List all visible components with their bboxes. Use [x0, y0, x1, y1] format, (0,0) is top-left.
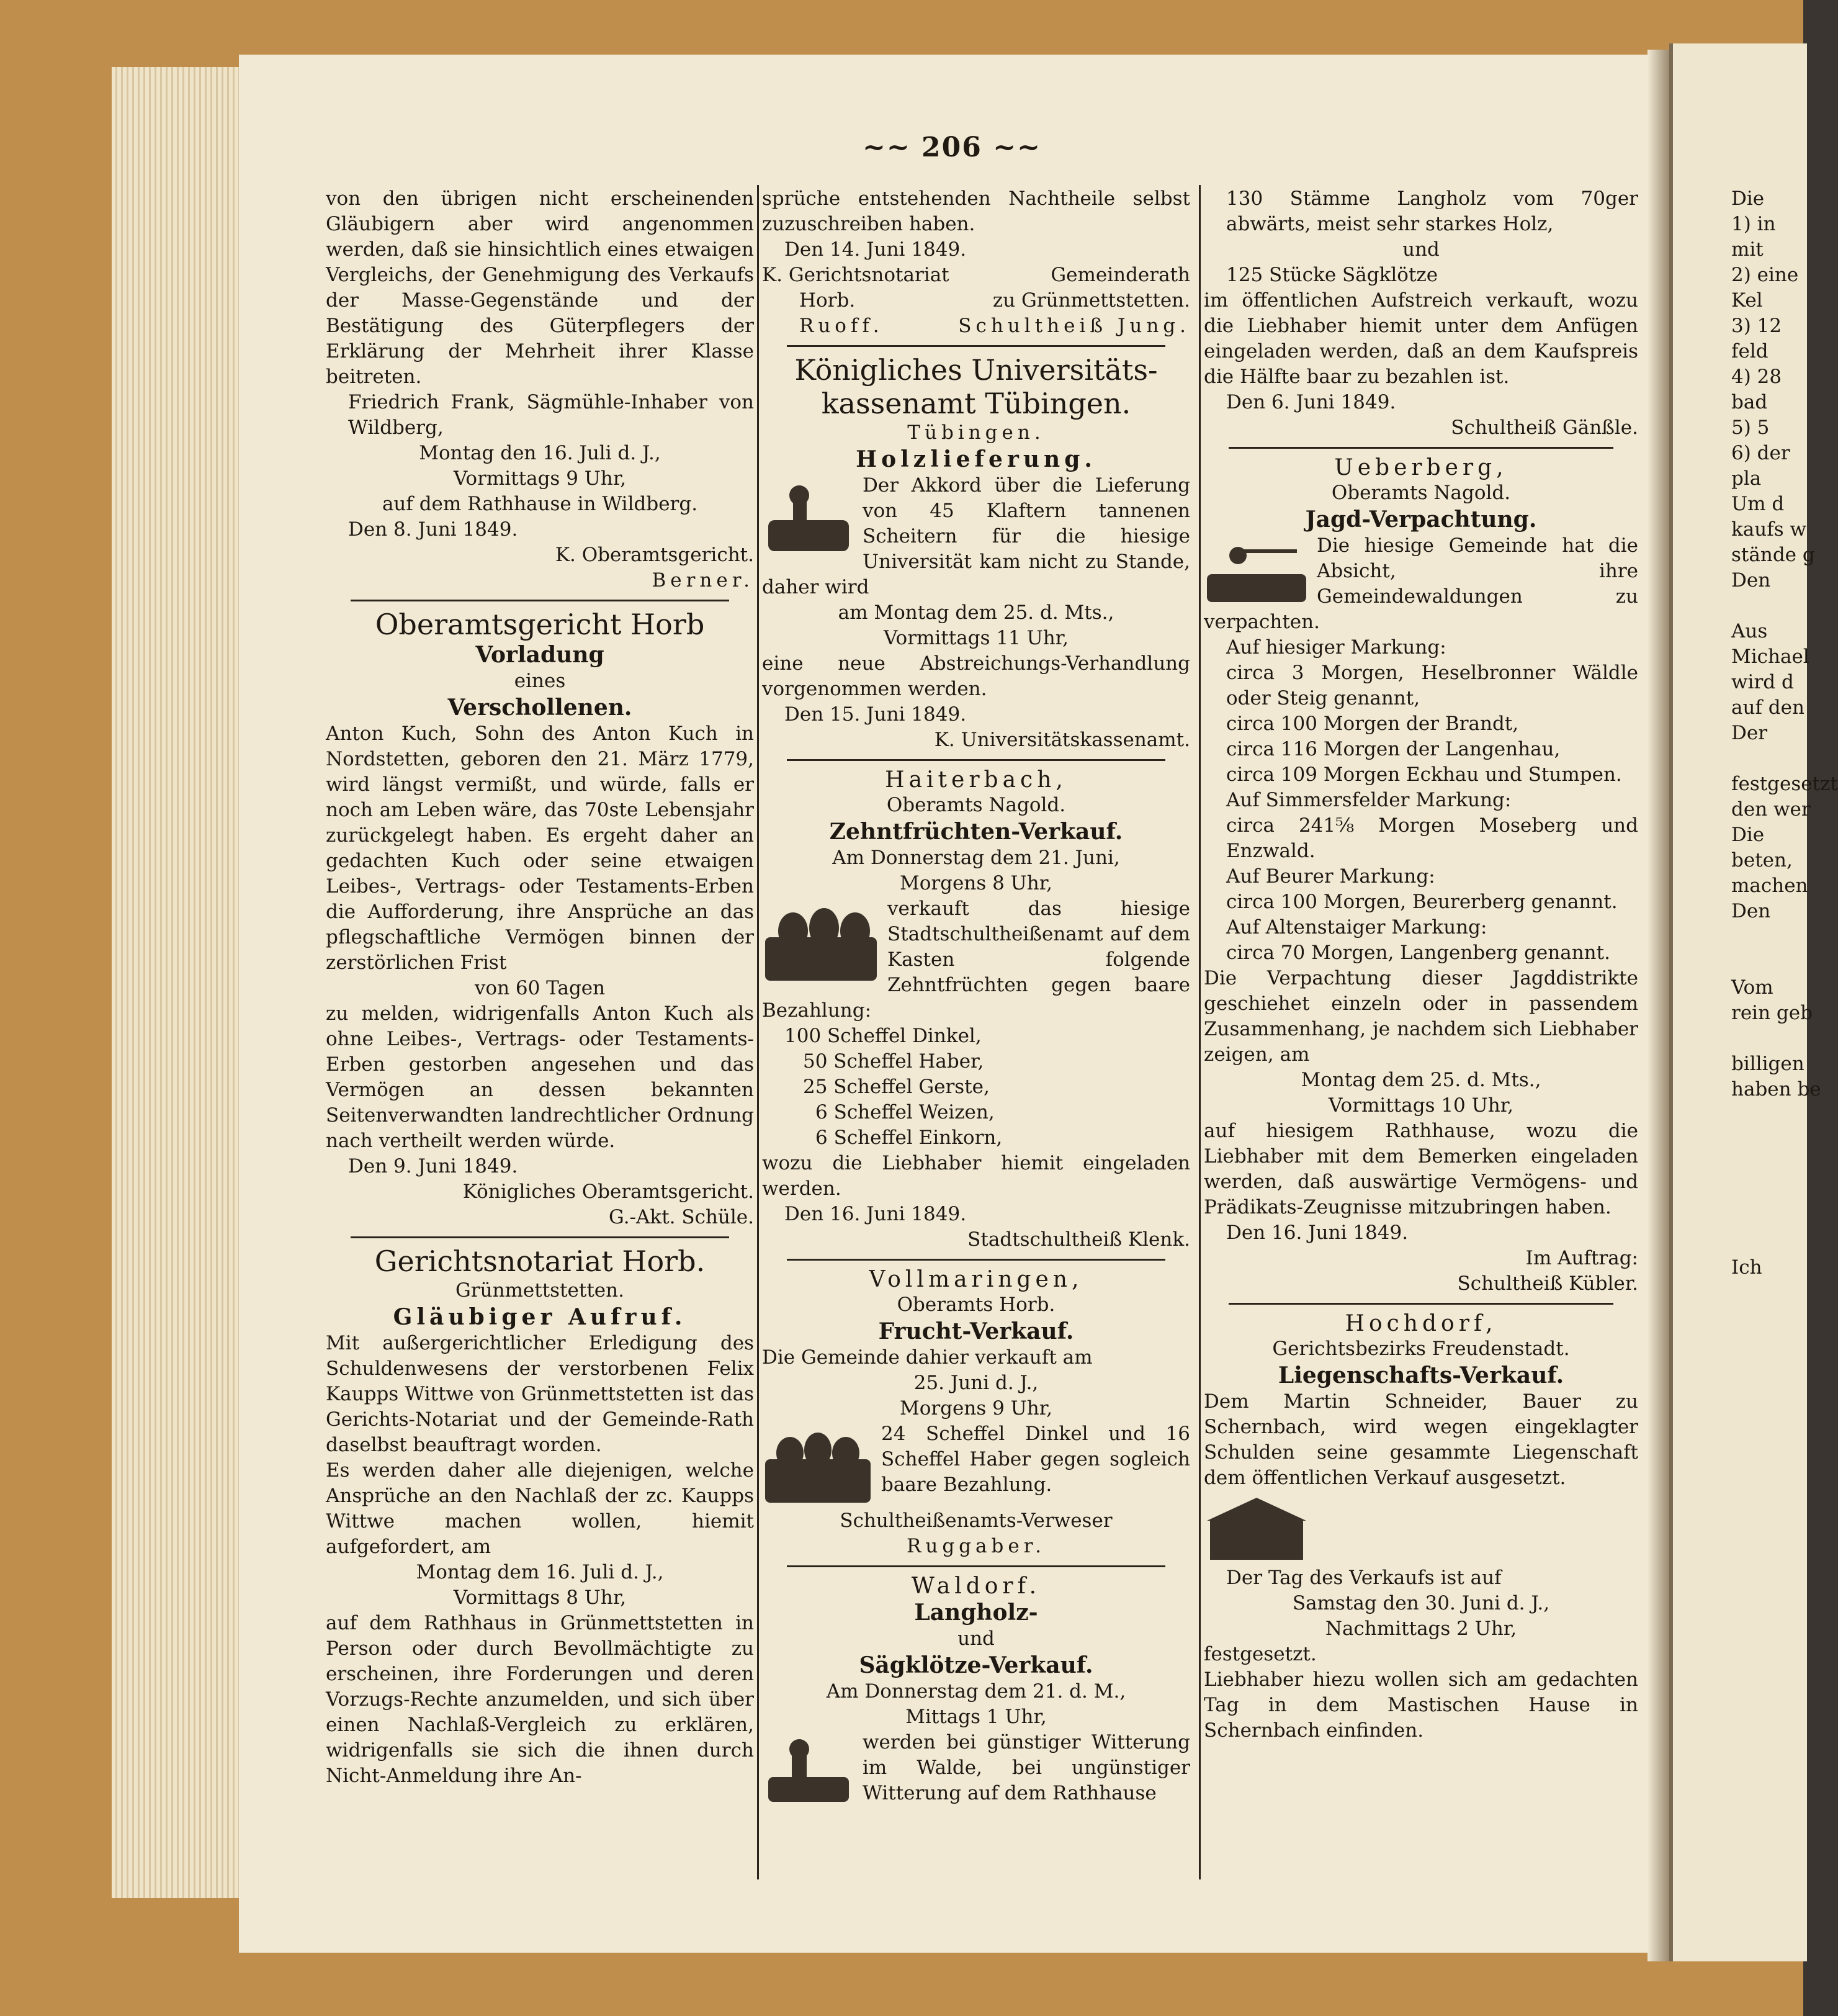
ad-sign: G.-Akt. Schüle. — [609, 1206, 754, 1228]
ad-body: wozu die Liebhaber hiemit eingeladen werden. — [762, 1152, 1190, 1200]
right-page-line: machen — [1731, 875, 1808, 897]
ad-title: und — [957, 1627, 995, 1650]
right-page-line: 4) 28 — [1731, 366, 1782, 388]
ad-body: Anton Kuch, Sohn des Anton Kuch in Nordstetten, geboren den 21. März 1779, wird längst vermißt, und würde, falls er noch am Leben wäre, das 70ste Lebensjahr zurückgelegt haben. Es ergeht daher an gedachten Kuch oder seine etwaigen Leibes-, Vertrags- oder Testaments-Erben die Aufforderung, ihre Ansprüche an das pflegschaftliche Vermögen binnen der zerstörlichen Frist — [326, 722, 754, 974]
lead-date: Den 8. Juni 1849. — [348, 518, 518, 541]
markung-item: circa 241⅝ Morgen Moseberg und Enzwald. — [1226, 814, 1638, 862]
ad-sign: Ruggaber. — [907, 1535, 1046, 1557]
right-page-line: mit — [1731, 238, 1764, 261]
hunter-woodcut-icon — [1204, 537, 1309, 605]
right-page-line: 2) eine — [1731, 264, 1799, 286]
column-2 — [762, 186, 1190, 1811]
lead-paragraph: 130 Stämme Langholz vom 70ger abwärts, meist sehr starkes Holz, — [1226, 187, 1638, 235]
ad-date: Vormittags 11 Uhr, — [884, 627, 1069, 649]
right-page-text — [1731, 186, 1838, 1280]
ad-rule — [787, 345, 1165, 347]
ad-sign: Königliches Oberamtsgericht. — [462, 1181, 754, 1203]
right-page-line: bad — [1731, 391, 1768, 413]
grain-item: 6 Scheffel Einkorn, — [815, 1127, 1003, 1149]
signature-row — [762, 288, 1190, 313]
ad-date: am Montag dem 25. d. Mts., — [838, 601, 1114, 624]
ad-date: Den 16. Juni 1849. — [784, 1203, 967, 1225]
right-page-line: wird d — [1731, 671, 1794, 693]
signature-row — [762, 263, 1190, 288]
ad-sign: Schultheiß Kübler. — [1457, 1272, 1638, 1295]
column-1 — [326, 186, 754, 1789]
ad-date: Montag dem 25. d. Mts., — [1301, 1069, 1541, 1091]
lead-paragraph: 125 Stücke Sägklötze — [1226, 264, 1438, 286]
ad-rule — [787, 759, 1165, 761]
ad-district: Oberamts Nagold. — [1331, 482, 1511, 504]
ad-body: verkauft das hiesige Stadtschultheißenamt auf dem Kasten folgende Zehntfrüchten gegen baare Bezahlung: — [762, 898, 1190, 1022]
ad-body: auf hiesigem Rathhause, wozu die Liebhaber mit dem Bemerken eingeladen werden, daß auswärtige Vermögens- und Prädikats-Zeugnisse mitzubringen haben. — [1204, 1120, 1638, 1218]
ad-sign: Im Auftrag: — [1525, 1247, 1638, 1269]
ad-place: Ueberberg, — [1334, 455, 1508, 480]
ad-sign: Stadtschultheiß Klenk. — [967, 1228, 1190, 1251]
markung-heading: Auf Simmersfelder Markung: — [1226, 789, 1512, 811]
right-page-line: Die — [1731, 187, 1765, 210]
lead-line: Vormittags 9 Uhr, — [453, 467, 627, 490]
ad-heading: Oberamtsgericht Horb — [375, 608, 705, 641]
lead-paragraph: von den übrigen nicht erscheinenden Gläubigern aber wird angenommen werden, daß sie hinsichtlich eines etwaigen Vergleichs, der Genehmigung des Verkaufs der Masse-Gegenstände und der Bestätigung des Güterpflegers der Erklärung der Mehrheit ihrer Klasse beitreten. — [326, 187, 754, 388]
signature-right: Gemeinderath — [1051, 264, 1190, 286]
house-woodcut-icon — [1204, 1495, 1309, 1563]
lead-sign: K. Oberamtsgericht. — [555, 544, 754, 566]
sawyer-woodcut-icon — [762, 1734, 855, 1808]
page-number: ~~ 206 ~~ — [863, 132, 1041, 163]
ad-district: Gerichtsbezirks Freudenstadt. — [1272, 1338, 1570, 1360]
markung-item: circa 116 Morgen der Langenhau, — [1226, 738, 1561, 760]
ad-body: Es werden daher alle diejenigen, welche Ansprüche an den Nachlaß der zc. Kaupps Wittwe machen wollen, hiemit aufgefordert, am — [326, 1459, 754, 1558]
grain-item: 25 Scheffel Gerste, — [803, 1076, 990, 1098]
grain-item: 100 Scheffel Dinkel, — [784, 1025, 982, 1047]
ad-date: Montag dem 16. Juli d. J., — [416, 1561, 664, 1583]
ad-place: Tübingen. — [907, 421, 1045, 444]
ad-rule — [1229, 447, 1613, 449]
ad-title: eines — [514, 670, 566, 692]
right-page-line: festgesetzt — [1731, 773, 1838, 795]
markung-heading: Auf Beurer Markung: — [1226, 865, 1435, 888]
right-page-line: beten, — [1731, 849, 1793, 871]
right-page-line: rein geb — [1731, 1002, 1813, 1024]
right-page-line: Kel — [1731, 289, 1763, 312]
ad-sign: K. Universitätskassenamt. — [934, 729, 1190, 751]
lead-line: Friedrich Frank, Sägmühle-Inhaber von Wildberg, — [348, 391, 754, 439]
signature-right: Schultheiß Jung. — [958, 315, 1190, 337]
markung-item: circa 100 Morgen, Beurerberg genannt. — [1226, 891, 1618, 913]
lead-line: auf dem Rathhause in Wildberg. — [382, 493, 698, 515]
page-edges — [112, 67, 242, 1898]
book-gutter — [1647, 50, 1672, 1961]
ad-rule — [787, 1565, 1165, 1567]
right-page-line: Vom — [1731, 976, 1773, 999]
right-page-line: pla — [1731, 467, 1762, 490]
ad-date: Den 9. Juni 1849. — [348, 1155, 518, 1177]
lead-paragraph: im öffentlichen Aufstreich verkauft, wozu die Liebhaber hiemit unter dem Anfügen eingeladen werden, daß an dem Kaufspreis die Hälfte baar zu bezahlen ist. — [1204, 289, 1638, 388]
ad-body: 24 Scheffel Dinkel und 16 Scheffel Haber gegen sogleich baare Bezahlung. — [881, 1423, 1190, 1496]
ad-heading: kassenamt Tübingen. — [821, 387, 1131, 420]
ad-body: Die Gemeinde dahier verkauft am — [762, 1346, 1093, 1369]
ad-place: Waldorf. — [911, 1573, 1041, 1599]
ad-body: Die hiesige Gemeinde hat die Absicht, ihre Gemeindewaldungen zu verpachten. — [1204, 534, 1638, 633]
ad-rule — [787, 1259, 1165, 1261]
ad-date: Den 16. Juni 1849. — [1226, 1222, 1409, 1244]
signature-left: Horb. — [799, 289, 856, 312]
right-page-line: Den — [1731, 569, 1771, 592]
ad-date: Den 15. Juni 1849. — [784, 703, 967, 726]
lead-sign: Schultheiß Gänßle. — [1451, 416, 1638, 439]
ad-title: Gläubiger Aufruf. — [393, 1304, 687, 1330]
ad-title: Frucht-Verkauf. — [878, 1318, 1074, 1344]
markung-item: circa 109 Morgen Eckhau und Stumpen. — [1226, 763, 1622, 786]
ad-date: Nachmittags 2 Uhr, — [1325, 1618, 1517, 1640]
right-page-line — [1731, 1204, 1838, 1230]
right-page-line: Ich — [1731, 1256, 1762, 1279]
ad-title: Jagd-Verpachtung. — [1305, 506, 1537, 533]
ad-date: Morgens 8 Uhr, — [899, 872, 1053, 894]
ad-date: Vormittags 10 Uhr, — [1329, 1094, 1513, 1117]
right-page-line: 6) der — [1731, 442, 1790, 464]
ad-place: Hochdorf, — [1345, 1311, 1497, 1336]
right-page-line: haben be — [1731, 1078, 1821, 1100]
right-page-line: Den — [1731, 900, 1771, 922]
ad-body: auf dem Rathhaus in Grünmettstetten in Person oder durch Bevollmächtigte zu erscheinen, ihre Forderungen und deren Vorzugs-Rechte anzumelden, und sich über einen Nachlaß-Vergleich zu erklären, widrigenfalls sie sich die ihnen durch Nicht-Anmeldung ihre An- — [326, 1612, 754, 1787]
ad-rule — [351, 600, 729, 601]
right-page-line: 1) in — [1731, 213, 1776, 235]
markung-item: circa 70 Morgen, Langenberg genannt. — [1226, 942, 1610, 964]
ad-body: werden bei günstiger Witterung im Walde, bei ungünstiger Witterung auf dem Rathhause — [863, 1731, 1190, 1804]
ad-date: 25. Juni d. J., — [913, 1372, 1039, 1394]
ad-place: Vollmaringen, — [869, 1267, 1083, 1292]
ad-rule — [351, 1236, 729, 1238]
right-page-line: Der — [1731, 722, 1768, 744]
ad-body: von 60 Tagen — [474, 977, 606, 999]
lead-paragraph: und — [1402, 238, 1440, 261]
ad-heading: Königliches Universitäts- — [794, 353, 1158, 387]
grain-item: 6 Scheffel Weizen, — [815, 1101, 995, 1123]
ad-place: Haiterbach, — [885, 767, 1067, 793]
right-page-line — [1731, 1026, 1838, 1051]
right-page-line: kaufs w — [1731, 518, 1807, 541]
ad-heading: Gerichtsnotariat Horb. — [374, 1244, 706, 1278]
right-page-line: 5) 5 — [1731, 416, 1770, 439]
grain-sacks-woodcut-icon — [762, 900, 880, 987]
right-page-line — [1731, 746, 1838, 772]
markung-heading: Auf Altenstaiger Markung: — [1226, 916, 1487, 938]
lead-date: Den 6. Juni 1849. — [1226, 391, 1396, 413]
ad-district: Oberamts Horb. — [897, 1294, 1056, 1316]
ad-place: Grünmettstetten. — [455, 1279, 624, 1302]
grain-item: 50 Scheffel Haber, — [803, 1050, 984, 1073]
ad-title: Langholz- — [914, 1600, 1038, 1626]
ad-title: Holzlieferung. — [856, 446, 1096, 472]
signature-left: Ruoff. — [799, 315, 884, 337]
signature-left: K. Gerichtsnotariat — [762, 264, 949, 286]
ad-body: Die Verpachtung dieser Jagddistrikte geschiehet einzeln oder in passendem Zusammenhang, je nachdem sich Liebhaber zeigen, am — [1204, 967, 1638, 1066]
column-rule-1 — [757, 185, 759, 1879]
ad-body: Dem Martin Schneider, Bauer zu Schernbach, wird wegen eingeklagter Schulden seine gesammte Liegenschaft dem öffentlichen Verkauf ausgesetzt. — [1204, 1390, 1638, 1489]
right-page-line: Die — [1731, 824, 1765, 846]
ad-date: Morgens 9 Uhr, — [899, 1397, 1053, 1420]
right-page-line: billigen — [1731, 1053, 1804, 1075]
right-page-line — [1731, 924, 1838, 950]
ad-date: Am Donnerstag dem 21. d. M., — [826, 1680, 1126, 1703]
right-page-line: 3) 12 — [1731, 315, 1782, 337]
right-page-line — [1731, 1230, 1838, 1255]
markung-item: circa 100 Morgen der Brandt, — [1226, 713, 1519, 735]
ad-date: Am Donnerstag dem 21. Juni, — [832, 847, 1120, 869]
right-page-line: Um d — [1731, 493, 1785, 515]
right-page-line — [1731, 1153, 1838, 1179]
right-page-line — [1731, 1128, 1838, 1153]
ad-rule — [1229, 1303, 1613, 1305]
right-page-line — [1731, 950, 1838, 975]
markung-item: circa 3 Morgen, Heselbronner Wäldle oder Steig genannt, — [1226, 662, 1638, 709]
column-rule-2 — [1199, 185, 1201, 1879]
ad-body: Der Tag des Verkaufs ist auf — [1226, 1567, 1502, 1589]
right-page-line: auf den — [1731, 696, 1804, 719]
right-page-line: den wer — [1731, 798, 1811, 821]
ad-body: festgesetzt. — [1204, 1643, 1317, 1665]
lead-sign: Berner. — [652, 569, 754, 592]
lead-paragraph: sprüche entstehenden Nachtheile selbst zuzuschreiben haben. — [762, 187, 1190, 235]
right-page-line: Aus — [1731, 620, 1768, 642]
ad-title: Sägklötze-Verkauf. — [859, 1652, 1093, 1678]
signature-right: zu Grünmettstetten. — [992, 289, 1190, 312]
ad-date: Mittags 1 Uhr, — [905, 1706, 1047, 1728]
ad-body: zu melden, widrigenfalls Anton Kuch als ohne Leibes-, Vertrags- oder Testaments-Erben gestorben angesehen und das Vermögen an dessen bekannten Seitenverwandten landrechtlicher Ordnung nach vertheilt werden würde. — [326, 1002, 754, 1152]
ad-title: Liegenschafts-Verkauf. — [1278, 1362, 1564, 1388]
market-woodcut-icon — [762, 1425, 874, 1506]
right-page-line — [1731, 1179, 1838, 1204]
ad-body: eine neue Abstreichungs-Verhandlung vorgenommen werden. — [762, 652, 1190, 700]
ad-date: Vormittags 8 Uhr, — [453, 1586, 627, 1609]
ad-title: Vorladung — [475, 642, 604, 668]
lead-date: Den 14. Juni 1849. — [784, 238, 967, 261]
right-page-line — [1731, 593, 1838, 619]
ad-date: Samstag den 30. Juni d. J., — [1292, 1592, 1550, 1614]
right-page-line: Michael — [1731, 646, 1809, 668]
right-page-line: stände g — [1731, 544, 1815, 566]
ad-title: Verschollenen. — [447, 695, 632, 721]
ad-body: Der Akkord über die Lieferung von 45 Klaftern tannenen Scheitern für die hiesige Universität kam nicht zu Stande, daher wird — [762, 474, 1190, 598]
ad-title: Zehntfrüchten-Verkauf. — [829, 819, 1123, 845]
right-page-line: feld — [1731, 340, 1769, 362]
right-page-line — [1731, 1102, 1838, 1128]
lead-line: Montag den 16. Juli d. J., — [419, 442, 661, 464]
signature-row — [762, 313, 1190, 339]
woodcutter-woodcut-icon — [762, 477, 855, 557]
ad-district: Oberamts Nagold. — [886, 794, 1066, 816]
ad-body: Mit außergerichtlicher Erledigung des Schuldenwesens der verstorbenen Felix Kaupps Wittwe von Grünmettstetten ist das Gerichts-Notariat und der Gemeinde-Rath daselbst beauftragt worden. — [326, 1332, 754, 1456]
ad-sign: Schultheißenamts-Verweser — [840, 1510, 1113, 1532]
markung-heading: Auf hiesiger Markung: — [1226, 636, 1446, 659]
column-3 — [1204, 186, 1638, 1744]
ad-body: Liebhaber hiezu wollen sich am gedachten Tag in dem Mastischen Hause in Schernbach einfinden. — [1204, 1668, 1638, 1742]
